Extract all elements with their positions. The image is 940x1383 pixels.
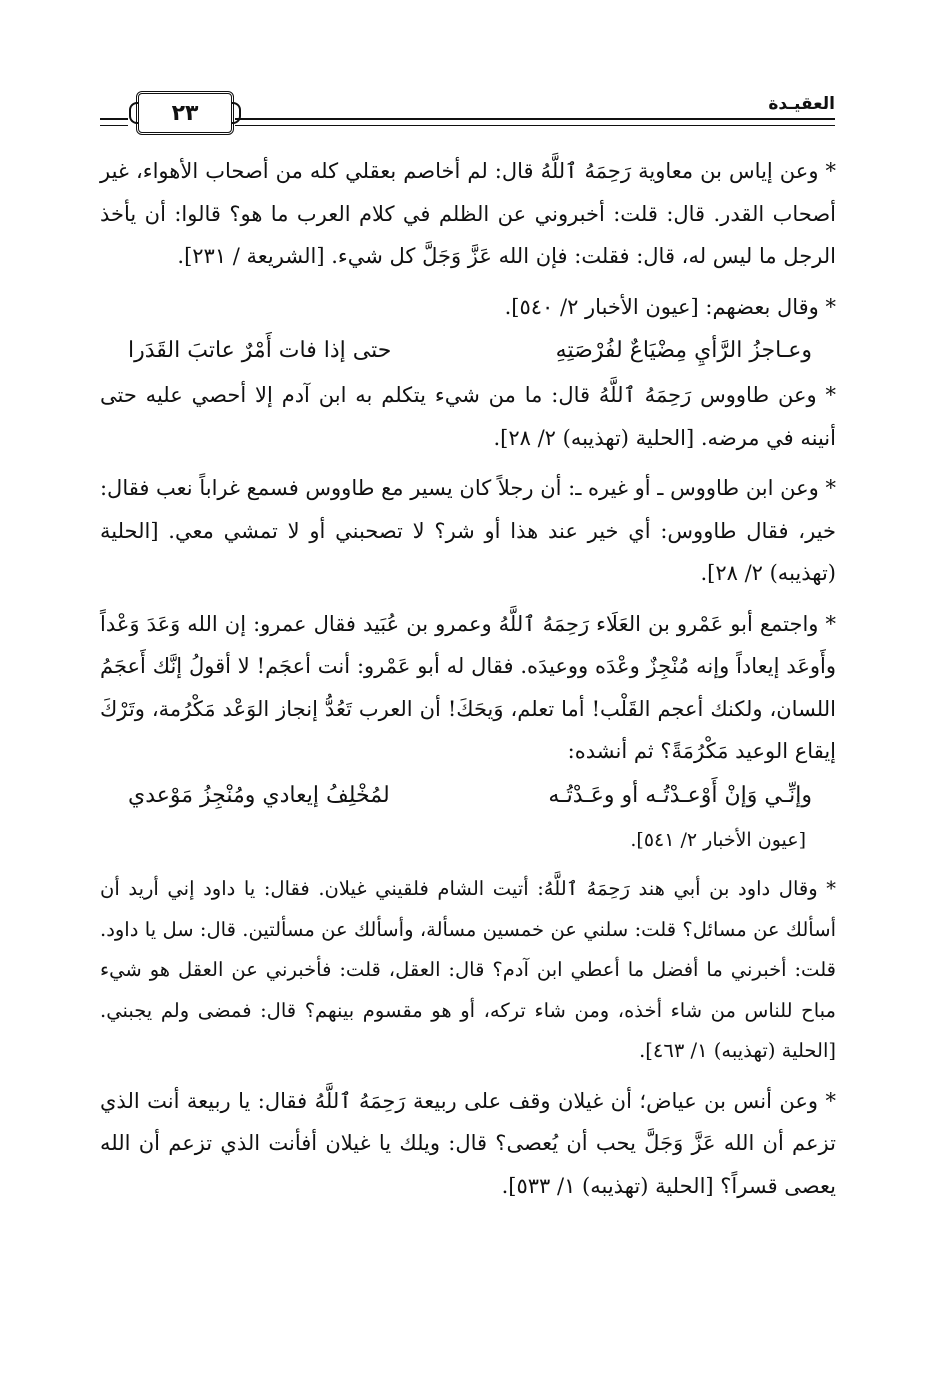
- verse-second-hemistich: حتى إذا فات أَمْرٌ عاتبَ القَدَرا: [128, 338, 392, 363]
- paragraph-tawus: * وعن طاووس رَحِمَهُ ٱللَّهُ قال: ما من شيء يتكلم به ابن آدم إلا أحصي عليه حتى أنينه في مرضه. [الحلية (تهذيبه) ٢/ ٢٨].: [100, 383, 836, 450]
- running-title: العقيـدة: [768, 94, 835, 114]
- verse-first-hemistich: وعـاجزُ الرَّأيِ مِضْيَاعٌ لفُرْصَتِهِ: [555, 338, 812, 363]
- paragraph-some-said: * وقال بعضهم: [عيون الأخبار ٢/ ٥٤٠].: [504, 294, 836, 319]
- verse-first-hemistich: وإنِّـي وَإنْ أَوْعـدْتُـه أو وعَـدْتُـه: [548, 782, 812, 808]
- page-header: [100, 88, 835, 134]
- verse-second-hemistich: لمُخْلِفُ إيعادي ومُنْجِزُ مَوْعدي: [128, 782, 390, 808]
- paragraph-ibn-tawus: * وعن ابن طاووس ـ أو غيره ـ: أن رجلاً كان يسير مع طاووس فسمع غراباً نعب فقال: خير، فقال طاووس: أي خير عند هذا أو شر؟ لا تصحبني أو لا تمشي معي. [الحلية (تهذيبه) ٢/ ٢٨].: [99, 476, 836, 585]
- page-number: ٢٣: [171, 100, 199, 126]
- paragraph-anas: * وعن أنس بن عياض؛ أن غيلان وقف على ربيعة رَحِمَهُ ٱللَّهُ فقال: يا ربيعة أنت الذي تزعم أن الله عَزَّ وَجَلَّ يحب أن يُعصى؟ قال: ويلك يا غيلان أفأنت الذي تزعم أن الله يعصى قسراً؟ [الحلية (تهذيبه) ١/ ٥٣٣].: [100, 1088, 836, 1198]
- source-reference: [عيون الأخبار ٢/ ٥٤١].: [630, 828, 806, 851]
- page-body: [100, 150, 836, 1207]
- paragraph-dawud: * وقال داود بن أبي هند رَحِمَهُ ٱللَّهُ: أتيت الشام فلقيني غيلان. فقال: يا داود إني أريد أن أسألك عن مسائل؟ قلت: سلني عن خمسين مسألة، وأسألك عن مسألتين. قال: سل يا داود. قلت: أخبرني ما أفضل ما أعطي ابن آدم؟ قال: العقل، قلت: فأخبرني عن العقل هو شيء مباح للناس من شاء أخذه، ومن شاء تركه، أو هو مقسوم بينهم؟ قال: فمضى ولم يجبني. [الحلية (تهذيبه) ١/ ٤٦٣].: [100, 877, 836, 1062]
- header-rule-short: [100, 118, 128, 126]
- verse-line: [100, 328, 836, 374]
- paragraph-iyas: * وعن إياس بن معاوية رَحِمَهُ ٱللَّهُ قال: لم أخاصم بعقلي كله من أصحاب الأهواء، غير أصحاب القدر. قال: قلت: أخبروني عن الظلم في كلام العرب ما هو؟ قالوا: أن يأخذ الرجل ما ليس له، قال: فقلت: فإن الله عَزَّ وَجَلَّ كل شيء. [الشريعة / ٢٣١].: [100, 159, 836, 268]
- header-rule: [235, 118, 835, 126]
- page-number-frame: [136, 91, 234, 135]
- paragraph-abu-amr: * واجتمع أبو عَمْرو بن العَلَاء رَحِمَهُ ٱللَّهُ وعمرو بن عُبَيد فقال عمرو: إن الله وَعَدَ وَعْداً وأَوعَد إيعاداً وإنه مُنْجِزٌ وعْدَه ووعيدَه. فقال له أبو عَمْرو: أنت أعجَم! لا أقولُ إنَّك أَعجَمُ اللسان، ولكنك أعجم القَلْب! أما تعلم، وَيحَكَ! أن العرب تَعُدُّ إنجاز الوَعْد مَكْرُمة، وتَرْكَ إيقاع الوعيد مَكْرُمَةً؟ ثم أنشده:: [100, 611, 836, 763]
- verse-line: [100, 773, 836, 819]
